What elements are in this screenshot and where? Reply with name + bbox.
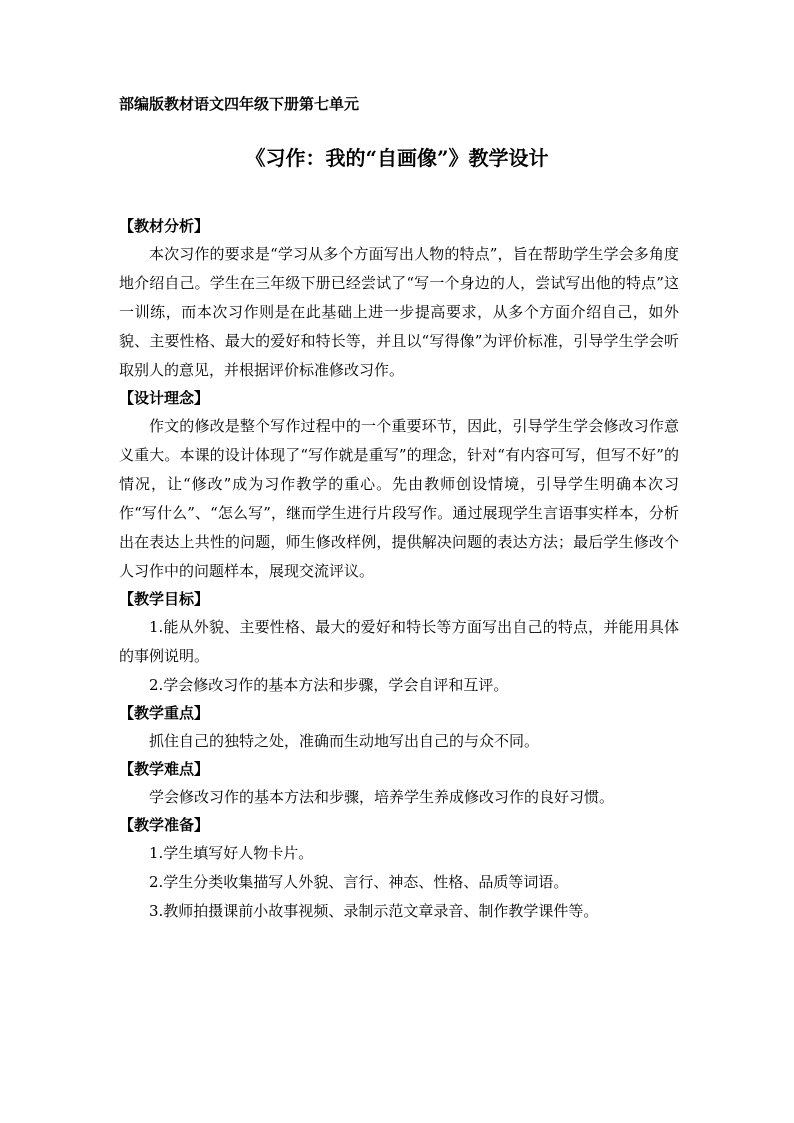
section-text-key: 抓住自己的独特之处，准确而生动地写出自己的与众不同。 bbox=[149, 732, 540, 750]
preparation-item-2: 2.学生分类收集描写人外貌、言行、神态、性格、品质等词语。 bbox=[149, 873, 569, 891]
document-title: 《习作：我的“自画像”》教学设计 bbox=[245, 146, 549, 170]
goal-item-2: 2.学会修改习作的基本方法和步骤，学会自评和互评。 bbox=[149, 676, 509, 694]
section-text-concept: 作文的修改是整个写作过程中的一个重要环节，因此，引导学生学会修改习作意义重大。本课的设计体现了“写作就是重写”的理念，针对“有内容可写，但写不好”的情况，让“修改”成为习作教学的重心。先由教师创设情境，引导学生明确本次习作“写什么”、“怎么写”，继而学生进行片段写作。通过展现学生言语事实样本，分析出在表达上共性的问题，师生修改样例，提供解决问题的表达方法；最后学生修改个人习作中的问题样本，展现交流评议。 bbox=[119, 417, 679, 580]
preparation-item-3: 3.教师拍摄课前小故事视频、录制示范文章录音、制作教学课件等。 bbox=[149, 902, 599, 920]
section-text-analysis: 本次习作的要求是“学习从多个方面写出人物的特点”，旨在帮助学生学会多角度地介绍自己。学生在三年级下册已经尝试了“写一个身边的人，尝试写出他的特点”这一训练，而本次习作则是在此基础上进一步提高要求，从多个方面介绍自己，如外貌、主要性格、最大的爱好和特长等，并且以“写得像”为评价标准，引导学生学会听取别人的意见，并根据评价标准修改习作。 bbox=[119, 245, 679, 379]
section-heading-goals: 【教学目标】 bbox=[119, 590, 210, 608]
section-heading-difficulty: 【教学难点】 bbox=[119, 760, 210, 778]
document-body bbox=[119, 213, 679, 926]
section-heading-analysis: 【教材分析】 bbox=[119, 217, 210, 235]
section-heading-concept: 【设计理念】 bbox=[119, 389, 210, 407]
section-heading-preparation: 【教学准备】 bbox=[119, 816, 210, 834]
goal-item-1: 1.能从外貌、主要性格、最大的爱好和特长等方面写出自己的特点，并能用具体的事例说明。 bbox=[119, 618, 679, 665]
unit-header: 部编版教材语文四年级下册第七单元 bbox=[119, 95, 360, 113]
section-text-difficulty: 学会修改习作的基本方法和步骤，培养学生养成修改习作的良好习惯。 bbox=[149, 788, 615, 806]
section-heading-key: 【教学重点】 bbox=[119, 704, 210, 722]
preparation-item-1: 1.学生填写好人物卡片。 bbox=[149, 844, 314, 862]
